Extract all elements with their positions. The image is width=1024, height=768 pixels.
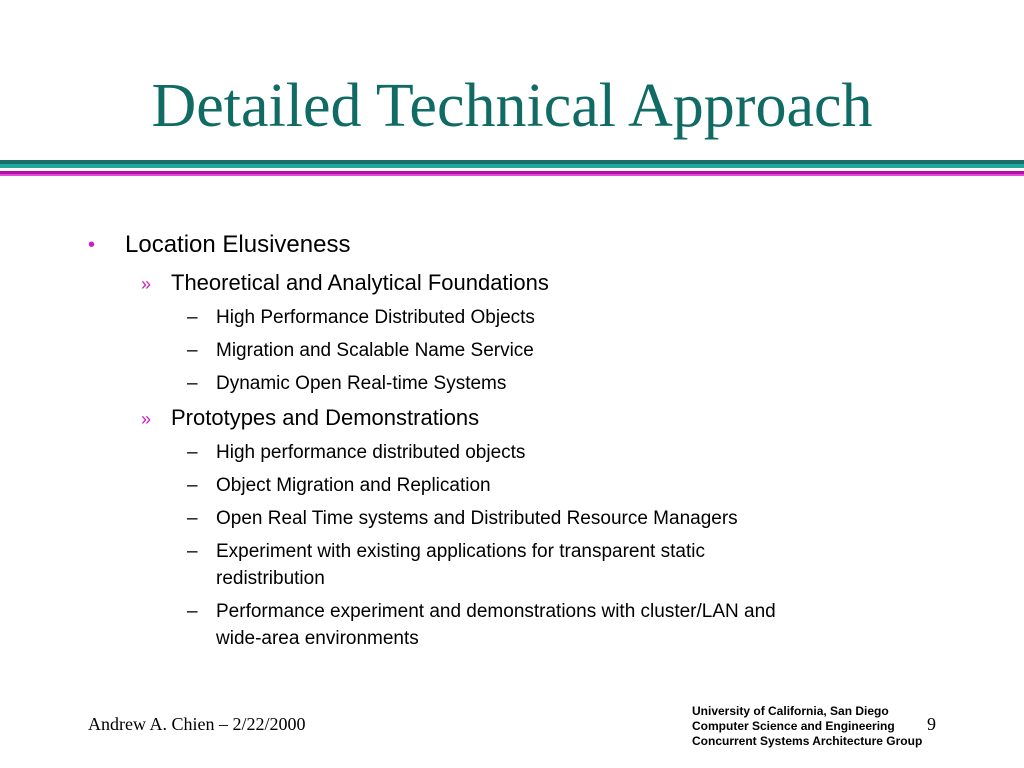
bullet-item-t3: Dynamic Open Real-time Systems <box>216 373 507 394</box>
bullet-item-t1: High Performance Distributed Objects <box>216 307 535 328</box>
bullet-prototypes-demonstrations: Prototypes and Demonstrations <box>171 405 480 430</box>
footer-organization <box>692 704 922 749</box>
bullet-dash-marker: – <box>187 340 198 361</box>
footer-org-line1: University of California, San Diego <box>692 704 889 718</box>
bullet-dash-marker: – <box>187 508 198 529</box>
page-number: 9 <box>927 714 936 734</box>
bullet-theoretical-foundations: Theoretical and Analytical Foundations <box>171 270 549 295</box>
bullet-item-p2: Object Migration and Replication <box>216 475 491 496</box>
footer-author-date: Andrew A. Chien – 2/22/2000 <box>88 714 306 734</box>
bullet-item-p4-line1: Experiment with existing applications for transparent static <box>216 541 705 562</box>
bullet-raquo-marker: » <box>141 274 152 294</box>
bullet-raquo-marker: » <box>141 409 152 429</box>
bullet-item-p3: Open Real Time systems and Distributed Resource Managers <box>216 508 738 529</box>
slide-title: Detailed Technical Approach <box>151 72 873 140</box>
bullet-item-t2: Migration and Scalable Name Service <box>216 340 534 361</box>
bullet-dash-marker: – <box>187 475 198 496</box>
bullet-item-p1: High performance distributed objects <box>216 442 526 463</box>
bullet-dash-marker: – <box>187 307 198 328</box>
bullet-dot-marker: • <box>88 234 96 256</box>
bullet-location-elusiveness: Location Elusiveness <box>125 231 351 258</box>
bullet-dash-marker: – <box>187 541 198 562</box>
bullet-item-p5-line2: wide-area environments <box>216 628 419 649</box>
bullet-dash-marker: – <box>187 442 198 463</box>
bullet-item-p5-line1: Performance experiment and demonstrations with cluster/LAN and <box>216 601 776 622</box>
bullet-item-p4-line2: redistribution <box>216 568 325 589</box>
bullet-dash-marker: – <box>187 373 198 394</box>
footer-org-line2: Computer Science and Engineering <box>692 719 895 733</box>
footer-org-line3: Concurrent Systems Architecture Group <box>692 734 923 748</box>
bullet-dash-marker: – <box>187 601 198 622</box>
